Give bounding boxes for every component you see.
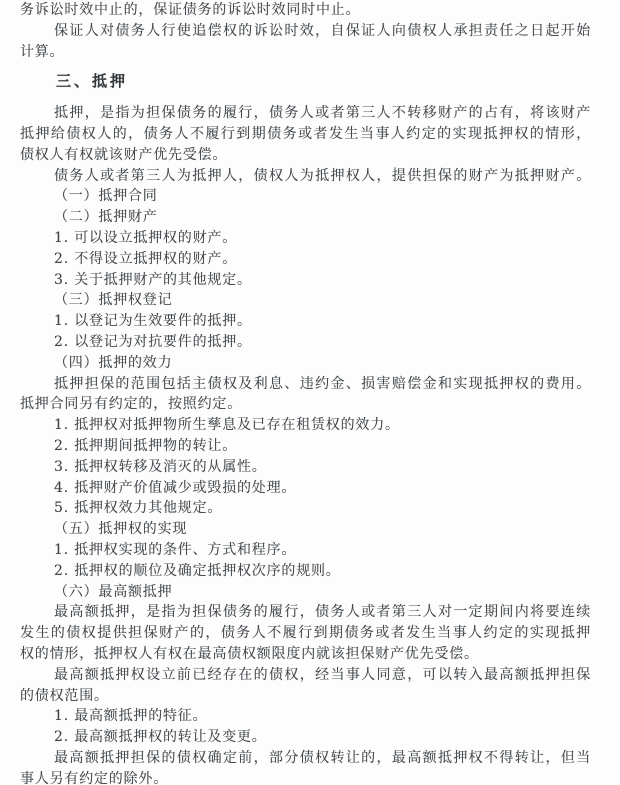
text-line: （一）抵押合同 <box>54 188 158 205</box>
text-line: 最高额抵押，是指为担保债务的履行，债务人或者第三人对一定期间内将要连续 <box>54 604 591 621</box>
text-line: 2. 抵押权的顺位及确定抵押权次序的规则。 <box>54 562 341 579</box>
text-line: 权的情形，抵押权人有权在最高债权额限度内就该担保财产优先受偿。 <box>20 645 479 662</box>
text-line: 1. 以登记为生效要件的抵押。 <box>54 313 252 330</box>
text-line: 债务人或者第三人为抵押人，债权人为抵押权人，提供担保的财产为抵押财产。 <box>54 167 591 184</box>
text-line: 务诉讼时效中止的，保证债务的诉讼时效同时中止。 <box>20 2 361 18</box>
text-line: 5. 抵押权效力其他规定。 <box>54 500 223 517</box>
text-line: 1. 抵押权对抵押物所生孳息及已存在租赁权的效力。 <box>54 417 400 434</box>
text-line: （五）抵押权的实现 <box>54 521 188 538</box>
text-line: 抵押合同另有约定的，按照约定。 <box>20 396 242 413</box>
text-line: （四）抵押的效力 <box>54 354 173 371</box>
text-line: 3. 抵押权转移及消灭的从属性。 <box>54 458 267 475</box>
text-line: 1. 可以设立抵押权的财产。 <box>54 229 238 246</box>
text-line: 最高额抵押权设立前已经存在的债权，经当事人同意，可以转入最高额抵押担保 <box>54 666 591 683</box>
text-line: 2. 以登记为对抗要件的抵押。 <box>54 333 252 350</box>
text-line: 抵押担保的范围包括主债权及利息、违约金、损害赔偿金和实现抵押权的费用。 <box>54 375 591 392</box>
text-line: （二）抵押财产 <box>54 209 158 226</box>
text-line: 最高额抵押担保的债权确定前，部分债权转让的，最高额抵押权不得转让，但当 <box>54 749 591 766</box>
section-heading: 三、抵押 <box>56 72 129 91</box>
text-line: （三）抵押权登记 <box>54 292 173 309</box>
text-line: 计算。 <box>20 43 65 60</box>
text-line: 事人另有约定的除外。 <box>20 770 168 785</box>
text-line: （六）最高额抵押 <box>54 583 173 600</box>
text-line: 2. 抵押期间抵押物的转让。 <box>54 437 238 454</box>
text-line: 2. 最高额抵押权的转让及变更。 <box>54 729 267 746</box>
text-line: 2. 不得设立抵押权的财产。 <box>54 250 238 267</box>
text-block <box>20 0 591 785</box>
text-line: 1. 最高额抵押的特征。 <box>54 708 208 725</box>
text-line: 发生的债权提供担保财产的，债务人不履行到期债务或者发生当事人约定的实现抵押 <box>20 625 591 642</box>
text-line: 4. 抵押财产价值减少或毁损的处理。 <box>54 479 297 496</box>
text-line: 3. 关于抵押财产的其他规定。 <box>54 271 252 288</box>
text-line: 抵押，是指为担保债务的履行，债务人或者第三人不转移财产的占有，将该财产 <box>54 105 591 122</box>
text-line: 保证人对债务人行使追偿权的诉讼时效，自保证人向债权人承担责任之日起开始 <box>54 22 591 39</box>
text-line: 的债权范围。 <box>20 687 109 704</box>
text-line: 抵押给债权人的，债务人不履行到期债务或者发生当事人约定的实现抵押权的情形， <box>20 125 591 142</box>
text-line: 1. 抵押权实现的条件、方式和程序。 <box>54 541 297 558</box>
text-line: 债权人有权就该财产优先受偿。 <box>20 146 228 163</box>
